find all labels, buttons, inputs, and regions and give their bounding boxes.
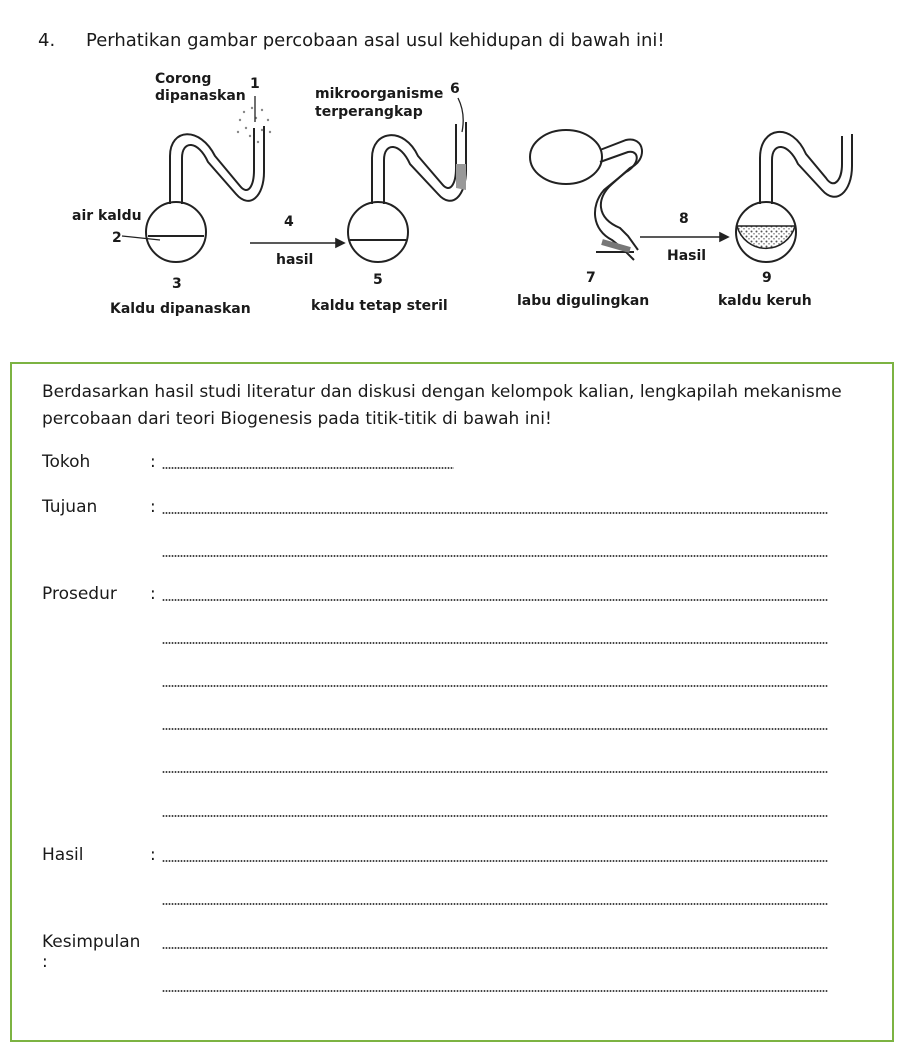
label-number-9: 9 [762, 270, 772, 286]
answer-line-prosedur-6[interactable] [162, 815, 828, 817]
answer-line-prosedur-4[interactable] [162, 728, 828, 730]
label-kaldu-tetap-steril: kaldu tetap steril [311, 298, 448, 314]
label-terperangkap: terperangkap [315, 104, 423, 120]
microorganism-trap [456, 164, 466, 190]
worksheet-instruction: Berdasarkan hasil studi literatur dan diskusi dengan kelompok kalian, lengkapilah mekanisme percobaan dari teori Biogenesis pada titik-titik di bawah ini! [42, 382, 842, 429]
answer-line-prosedur-1[interactable] [162, 599, 828, 601]
label-kaldu-dipanaskan: Kaldu dipanaskan [110, 301, 251, 317]
flask-sterile [348, 122, 466, 262]
flask-heated [146, 126, 264, 262]
tilted-broth [602, 242, 630, 250]
label-kaldu-keruh: kaldu keruh [718, 293, 812, 309]
label-hasil-cap: Hasil [667, 248, 707, 264]
colon: : [150, 452, 156, 472]
flask-tilted [530, 130, 642, 260]
label-air-kaldu: air kaldu [72, 208, 142, 224]
question-number: 4. [38, 30, 56, 51]
label-number-5: 5 [373, 272, 383, 288]
label-number-7: 7 [586, 270, 596, 286]
answer-line-tokoh[interactable] [162, 467, 454, 469]
colon: : [150, 497, 156, 517]
label-number-6: 6 [450, 81, 460, 97]
colon: : [150, 584, 156, 604]
label-number-2: 2 [112, 230, 122, 246]
question-text: Perhatikan gambar percobaan asal usul kehidupan di bawah ini! [86, 30, 665, 51]
biogenesis-experiment-diagram [0, 60, 905, 330]
label-number-1: 1 [250, 76, 260, 92]
label-hasil: Hasil [42, 845, 84, 865]
label-mikroorganisme: mikroorganisme [315, 86, 444, 102]
arrow-4 [250, 239, 344, 247]
answer-line-kesimpulan-1[interactable] [162, 947, 828, 949]
worksheet-box [10, 362, 894, 1042]
label-hasil-small: hasil [276, 252, 314, 268]
label-tujuan: Tujuan [42, 497, 98, 517]
answer-line-hasil-1[interactable] [162, 860, 828, 862]
answer-line-tujuan-1[interactable] [162, 512, 828, 514]
answer-line-hasil-2[interactable] [162, 903, 828, 905]
answer-line-prosedur-5[interactable] [162, 771, 828, 773]
label-number-4: 4 [284, 214, 294, 230]
answer-line-kesimpulan-2[interactable] [162, 990, 828, 992]
label-kesimpulan: Kesimpulan : [42, 932, 141, 972]
colon: : [150, 845, 156, 865]
label-corong: Corong [155, 71, 212, 87]
label-labu-digulingkan: labu digulingkan [517, 293, 650, 309]
label-prosedur: Prosedur [42, 584, 117, 604]
label-number-3: 3 [172, 276, 182, 292]
answer-line-prosedur-3[interactable] [162, 685, 828, 687]
label-tokoh: Tokoh [42, 452, 91, 472]
answer-line-prosedur-2[interactable] [162, 642, 828, 644]
label-number-8: 8 [679, 211, 689, 227]
turbid-broth [737, 226, 795, 248]
label-dipanaskan: dipanaskan [155, 88, 246, 104]
answer-line-tujuan-2[interactable] [162, 555, 828, 557]
arrow-8 [640, 233, 728, 241]
